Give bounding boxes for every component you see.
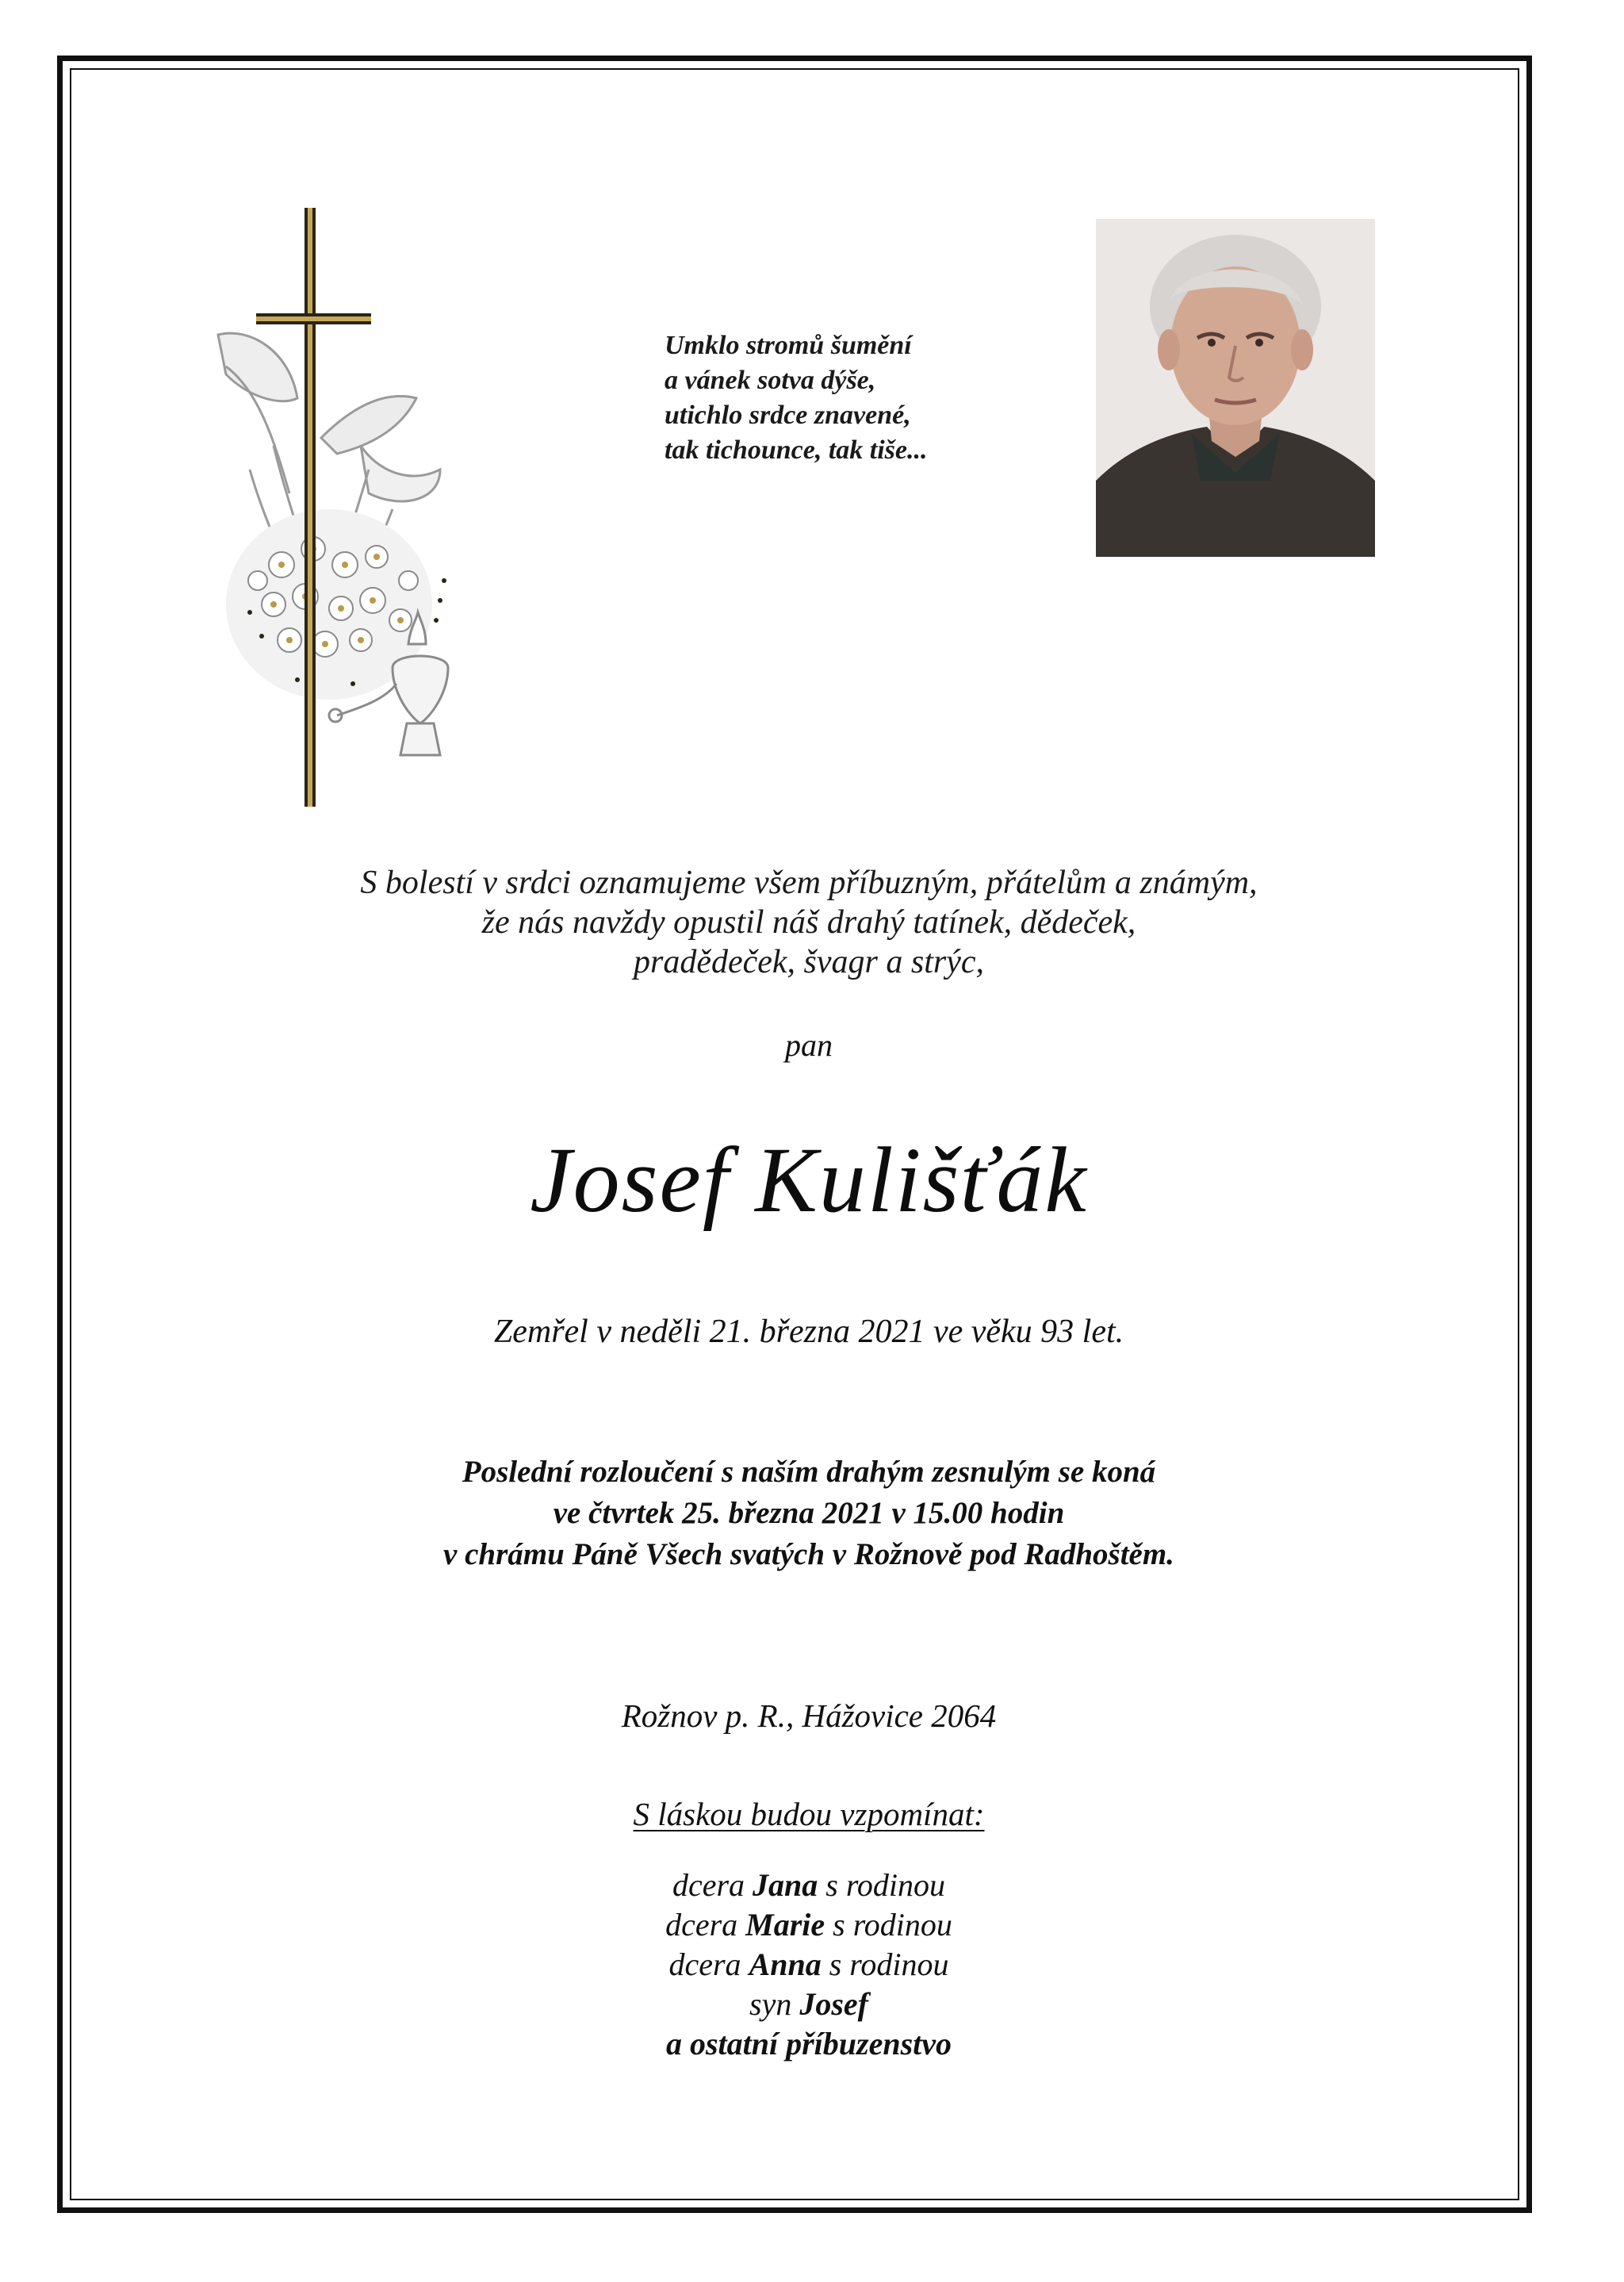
mourner-relation: dcera — [665, 1907, 746, 1943]
mourners-list — [159, 1866, 1459, 2064]
mourner-suffix: s rodinou — [818, 1867, 946, 1903]
mourner-relation: syn — [749, 1986, 800, 2022]
announcement-line: že nás navždy opustil náš drahý tatínek, dědeček, — [481, 904, 1136, 941]
funeral-line: Poslední rozloučení s naším drahým zesnulým se koná — [462, 1455, 1156, 1489]
mourner-suffix: s rodinou — [825, 1907, 952, 1943]
address: Rožnov p. R., Hážovice 2064 — [621, 1697, 997, 1734]
announcement — [159, 863, 1459, 982]
death-notice: Zemřel v neděli 21. března 2021 ve věku 93 let. — [493, 1314, 1124, 1350]
other-relatives: a ostatní příbuzenstvo — [665, 2026, 952, 2061]
mourner-name: Jana — [753, 1867, 818, 1903]
mourner-name: Josef — [799, 1986, 868, 2022]
mourner-line — [159, 1945, 1459, 1985]
funeral-line: ve čtvrtek 25. března 2021 v 15.00 hodin — [553, 1496, 1065, 1530]
mourner-suffix: s rodinou — [821, 1946, 949, 1982]
mourner-name: Marie — [745, 1907, 825, 1943]
salutation: pan — [785, 1027, 833, 1063]
deceased-name: Josef Kulišťák — [530, 1128, 1088, 1232]
funeral-details — [159, 1452, 1459, 1575]
poem-line: utichlo srdce znavené, — [665, 401, 911, 430]
remember-title-text: S láskou budou vzpomínat: — [633, 1796, 985, 1832]
mourner-line-others — [159, 2024, 1459, 2064]
mourner-line — [159, 1985, 1459, 2024]
portrait-photo — [1096, 219, 1375, 557]
cross-lilies-lamp-icon — [202, 208, 519, 811]
mourner-relation: dcera — [668, 1946, 749, 1982]
poem-line: tak tichounce, tak tiše... — [665, 435, 928, 465]
mourner-name: Anna — [749, 1946, 822, 1982]
mourner-line — [159, 1905, 1459, 1945]
poem-line: Umklo stromů šumění — [665, 331, 912, 360]
cross-icon — [256, 208, 371, 807]
funeral-line: v chrámu Páně Všech svatých v Rožnově pod Radhoštěm. — [443, 1537, 1174, 1571]
mourner-relation: dcera — [672, 1867, 753, 1903]
poem-line: a vánek sotva dýše, — [665, 366, 876, 395]
announcement-line: pradědeček, švagr a strýc, — [633, 944, 985, 980]
remember-title — [159, 1794, 1459, 1834]
mourner-line — [159, 1866, 1459, 1905]
announcement-line: S bolestí v srdci oznamujeme všem příbuzným, přátelům a známým, — [360, 865, 1258, 901]
poem — [665, 328, 1077, 468]
portrait-icon — [1096, 219, 1375, 557]
